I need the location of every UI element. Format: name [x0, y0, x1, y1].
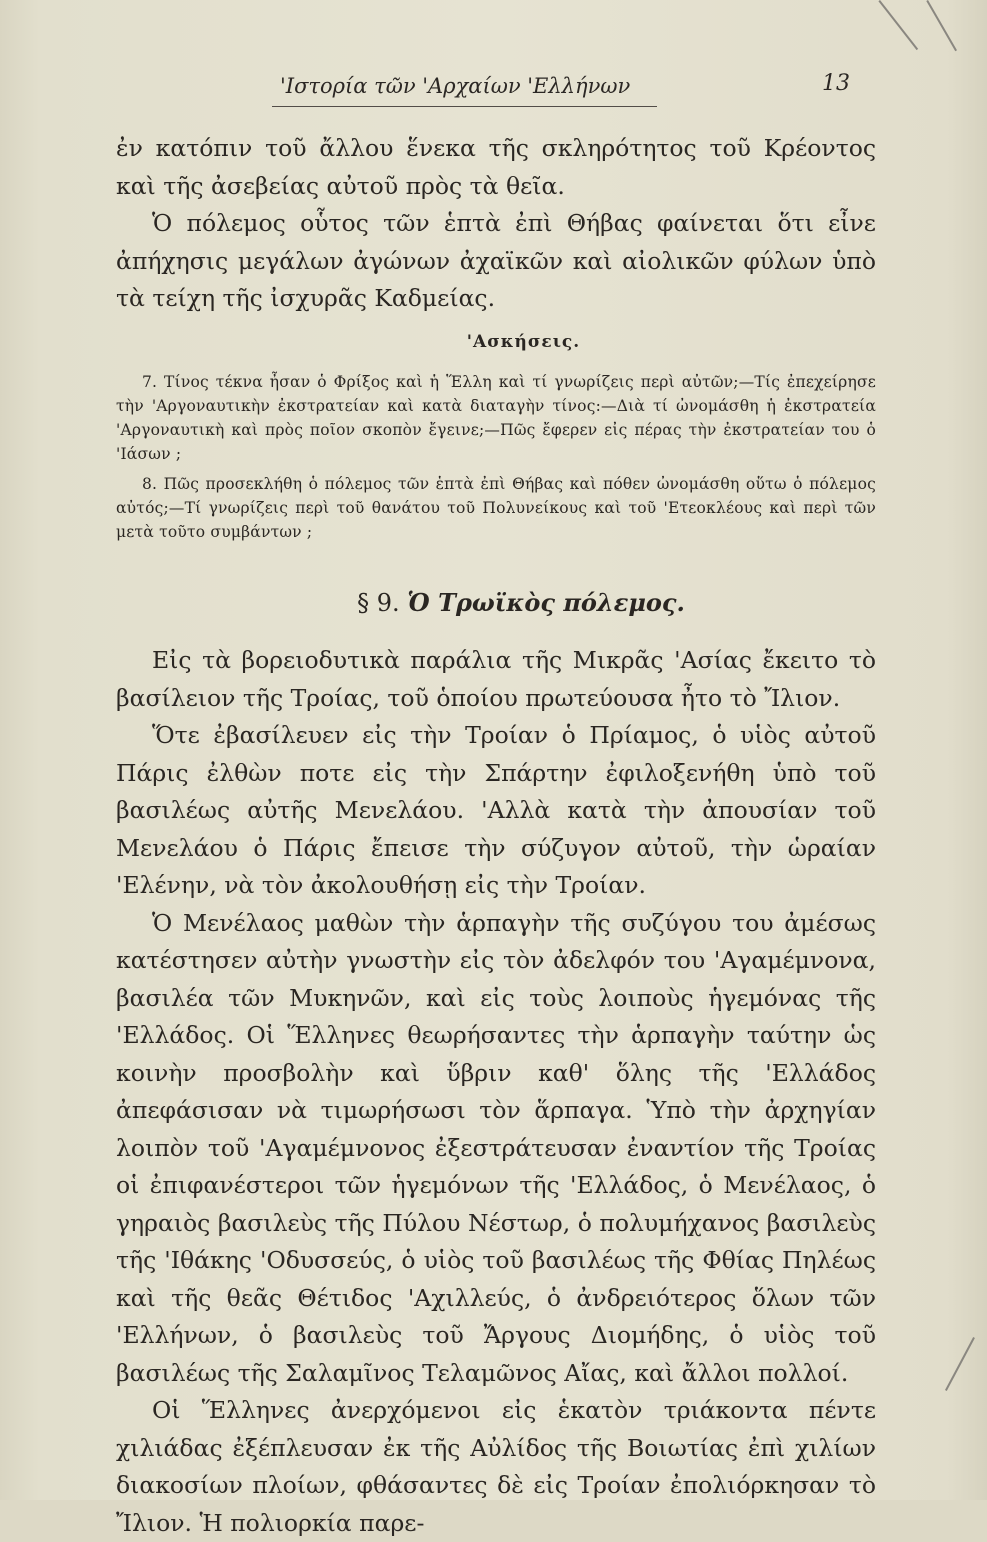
exercise-item: 8. Πῶς προσεκλήθη ὁ πόλεμος τῶν ἑπτὰ ἐπὶ Θήβας καὶ πόθεν ὠνομάσθη οὕτω ὁ πόλεμος αὐτός;—Τί γνωρίζεις περὶ τοῦ θανάτου τοῦ Πολυνείκους καὶ τοῦ 'Ετεοκλέους καὶ περὶ τῶν μετὰ τοῦτο συμβάντων ; [116, 475, 876, 541]
section-text [116, 642, 876, 1542]
page-header [280, 71, 850, 104]
intro-paragraph: ἐν κατόπιν τοῦ ἄλλου ἕνεκα τῆς σκληρότητος τοῦ Κρέοντος καὶ τῆς ἀσεβείας αὐτοῦ πρὸς τὰ θεῖα. [116, 134, 876, 200]
corner-line [945, 1337, 974, 1391]
section-paragraph: Οἱ Ἕλληνες ἀνερχόμενοι εἰς ἑκατὸν τριάκοντα πέντε χιλιάδας ἐξέπλευσαν ἐκ τῆς Αὐλίδος τῆς Βοιωτίας ἐπὶ χιλίων διακοσίων πλοίων, φθάσαντες δὲ εἰς Τροίαν ἐπολιόρκησαν τὸ Ἴλιον. Ἡ πολιορκία παρε- [116, 1396, 876, 1537]
section-paragraph: Εἰς τὰ βορειοδυτικὰ παράλια τῆς Μικρᾶς 'Ασίας ἔκειτο τὸ βασίλειον τῆς Τροίας, τοῦ ὁποίου πρωτεύουσα ἦτο τὸ Ἴλιον. [116, 646, 876, 712]
page-number: 13 [822, 71, 850, 96]
corner-line [927, 0, 957, 51]
exercises-list [116, 370, 876, 544]
intro-text [116, 130, 876, 318]
section-paragraph: Ὅτε ἐβασίλευεν εἰς τὴν Τροίαν ὁ Πρίαμος, ὁ υἱὸς αὐτοῦ Πάρις ἐλθὼν ποτε εἰς τὴν Σπάρτην ἐφιλοξενήθη ὑπὸ τοῦ βασιλέως αὐτῆς Μενελάου. 'Αλλὰ κατὰ τὴν ἀπουσίαν τοῦ Μενελάου ὁ Πάρις ἔπεισε τὴν σύζυγον αὐτοῦ, τὴν ὡραίαν 'Ελένην, νὰ τὸν ἀκολουθήσῃ εἰς τὴν Τροίαν. [116, 721, 876, 899]
exercise-item: 7. Τίνος τέκνα ἦσαν ὁ Φρίξος καὶ ἡ Ἕλλη καὶ τί γνωρίζεις περὶ αὐτῶν;—Τίς ἐπεχείρησε τὴν 'Αργοναυτικὴν ἐκστρατείαν καὶ κατὰ διαταγὴν τίνος:—Διὰ τί ὠνομάσθη ἡ ἐκστρατεία 'Αργοναυτικὴ καὶ πρὸς ποῖον σκοπὸν ἔγεινε;—Πῶς ἔφερεν εἰς πέρας τὴν ἐκστρατείαν του ὁ 'Ιάσων ; [116, 373, 876, 463]
section-title: Ὁ Τρωϊκὸς πόλεμος. [407, 588, 685, 617]
exercises-heading: 'Ασκήσεις. [466, 332, 581, 352]
section-paragraph: Ὁ Μενέλαος μαθὼν τὴν ἁρπαγὴν τῆς συζύγου του ἀμέσως κατέστησεν αὐτὴν γνωστὴν εἰς τὸν ἀδελφόν του 'Αγαμέμνονα, βασιλέα τῶν Μυκηνῶν, καὶ εἰς τοὺς λοιποὺς ἡγεμόνας τῆς 'Ελλάδος. Οἱ Ἕλληνες θεωρήσαντες τὴν ἁρπαγὴν ταύτην ὡς κοινὴν προσβολὴν καὶ ὕβριν καθ' ὅλης τῆς 'Ελλάδος ἀπεφάσισαν νὰ τιμωρήσωσι τὸν ἅρπαγα. Ὑπὸ τὴν ἀρχηγίαν λοιπὸν τοῦ 'Αγαμέμνονος ἐξεστράτευσαν ἐναντίον τῆς Τροίας οἱ ἐπιφανέστεροι τῶν ἡγεμόνων τῆς 'Ελλάδος, ὁ Μενέλαος, ὁ γηραιὸς βασιλεὺς τῆς Πύλου Νέστωρ, ὁ πολυμήχανος βασιλεὺς τῆς 'Ιθάκης 'Οδυσσεύς, ὁ υἱὸς τοῦ βασιλέως τῆς Φθίας Πηλέως καὶ τῆς θεᾶς Θέτιδος 'Αχιλλεύς, ὁ ἀνδρειότερος ὅλων τῶν 'Ελλήνων, ὁ βασιλεὺς τοῦ Ἄργους Διομήδης, ὁ υἱὸς τοῦ βασιλέως τῆς Σαλαμῖνος Τελαμῶνος Αἴας, καὶ ἄλλοι πολλοί. [116, 908, 876, 1387]
running-title: 'Ιστορία τῶν 'Αρχαίων 'Ελλήνων [280, 74, 631, 98]
intro-paragraph: Ὁ πόλεμος οὗτος τῶν ἑπτὰ ἐπὶ Θήβας φαίνεται ὅτι εἶνε ἀπήχησις μεγάλων ἀγώνων ἀχαϊκῶν καὶ αἰολικῶν φύλων ὑπὸ τὰ τείχη τῆς ἰσχυρᾶς Καδμείας. [116, 209, 876, 312]
section-heading [0, 588, 987, 617]
corner-line [879, 0, 918, 50]
section-number: § 9. [357, 589, 400, 617]
header-rule [272, 106, 657, 107]
